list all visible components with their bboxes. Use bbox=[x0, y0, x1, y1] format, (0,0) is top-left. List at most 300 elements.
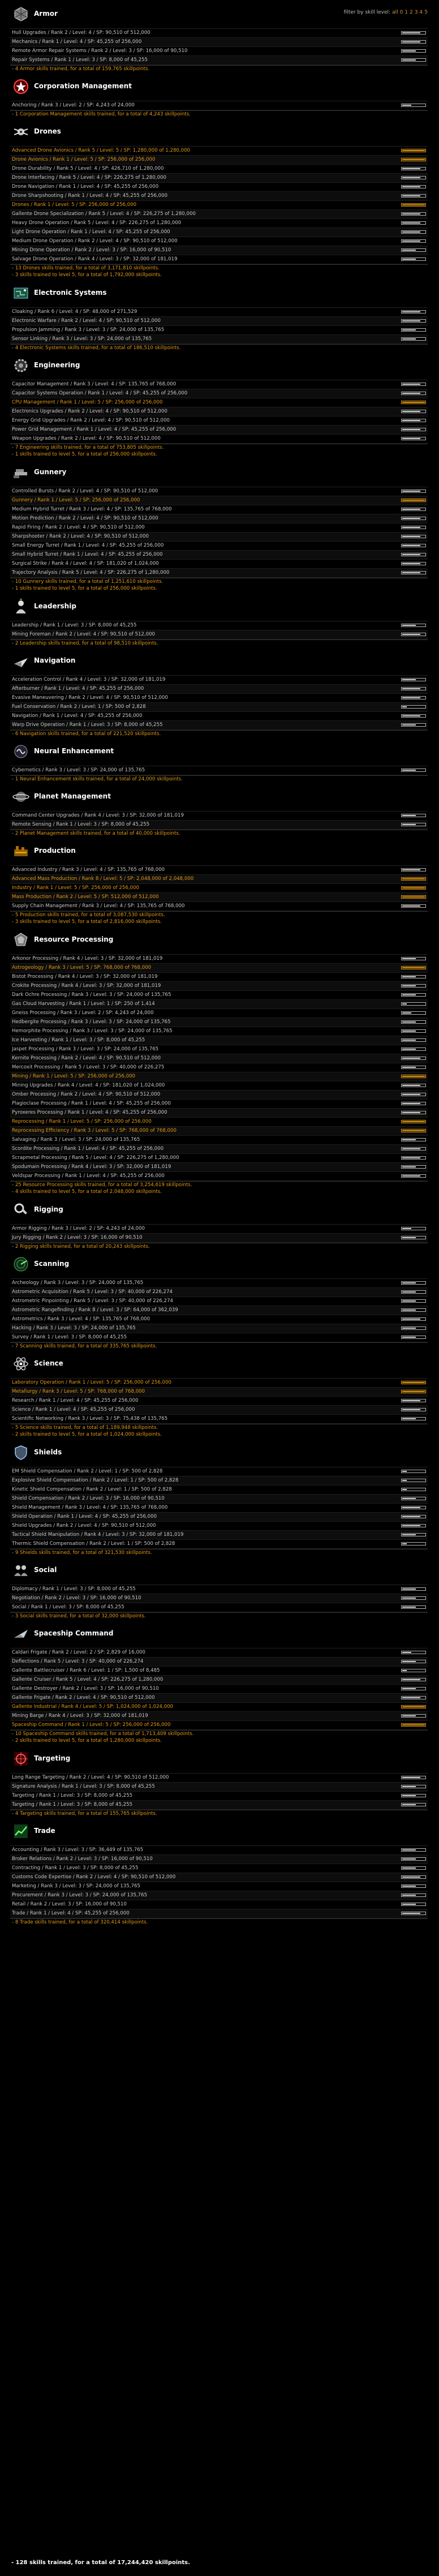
skill-group-resource-processing bbox=[0, 926, 439, 1196]
skill-row[interactable] bbox=[10, 1072, 428, 1081]
skill-row[interactable] bbox=[10, 1036, 428, 1045]
skill-level-fill bbox=[402, 1498, 416, 1499]
skill-row[interactable] bbox=[10, 29, 428, 38]
group-title: Neural Enhancement bbox=[34, 747, 114, 755]
skill-level-fill bbox=[402, 518, 420, 519]
skill-row[interactable] bbox=[10, 317, 428, 326]
skill-level-bar bbox=[401, 1281, 426, 1285]
skill-row[interactable] bbox=[10, 1163, 428, 1172]
skill-text: Power Grid Management / Rank 1 / Level: 4 / SP: 45,255 of 256,000 bbox=[12, 427, 177, 432]
skill-level-fill bbox=[402, 1471, 407, 1472]
skill-row[interactable] bbox=[10, 1306, 428, 1315]
skill-level-fill bbox=[402, 411, 420, 412]
skill-level-fill bbox=[402, 1858, 416, 1860]
skill-text: Spaceship Command / Rank 1 / Level: 5 / SP: 256,000 of 256,000 bbox=[12, 1722, 171, 1728]
skill-level-bar bbox=[401, 1417, 426, 1420]
skill-row[interactable] bbox=[10, 147, 428, 156]
skill-level-fill bbox=[402, 500, 425, 501]
skill-list bbox=[10, 811, 428, 830]
skill-row[interactable] bbox=[10, 389, 428, 398]
group-summary: - 7 Scanning skills trained, for a total of 335,765 skillpoints. bbox=[10, 1342, 428, 1350]
skill-row[interactable] bbox=[10, 1513, 428, 1522]
skill-text: Advanced Industry / Rank 3 / Level: 4 / SP: 135,765 of 768,000 bbox=[12, 867, 165, 873]
skill-row[interactable] bbox=[10, 1018, 428, 1027]
skill-row[interactable] bbox=[10, 1063, 428, 1072]
skill-level-fill bbox=[402, 1795, 416, 1796]
skill-row[interactable] bbox=[10, 38, 428, 47]
skill-row[interactable] bbox=[10, 1694, 428, 1703]
skill-level-bar bbox=[401, 257, 426, 261]
skill-row[interactable] bbox=[10, 1100, 428, 1109]
skill-text: Long Range Targeting / Rank 2 / Level: 4 / SP: 90,510 of 512,000 bbox=[12, 1775, 169, 1780]
skill-text: Caldari Frigate / Rank 2 / Level: 2 / SP: 2,829 of 16,000 bbox=[12, 1650, 145, 1655]
skill-row[interactable] bbox=[10, 712, 428, 721]
skill-text: Controlled Bursts / Rank 2 / Level: 4 / SP: 90,510 of 512,000 bbox=[12, 488, 158, 494]
skill-level-fill bbox=[402, 259, 416, 260]
skill-level-bar bbox=[401, 517, 426, 520]
skill-level-bar bbox=[401, 562, 426, 565]
skill-row[interactable] bbox=[10, 1909, 428, 1918]
skill-text: Scientific Networking / Rank 3 / Level: 3 / SP: 75,438 of 135,765 bbox=[12, 1416, 168, 1422]
group-summary: - 10 Spaceship Command skills trained, for a total of 1,713,409 skillpoints. bbox=[10, 1730, 428, 1737]
skill-level-fill bbox=[402, 1886, 416, 1887]
skill-level-fill bbox=[402, 1003, 407, 1004]
skill-level-fill bbox=[402, 706, 407, 707]
skill-row[interactable] bbox=[10, 308, 428, 317]
skill-level-fill bbox=[402, 688, 420, 689]
skill-level-bar bbox=[401, 419, 426, 422]
skill-level-fill bbox=[402, 320, 420, 321]
skill-group-corporation-management bbox=[0, 72, 439, 118]
skill-text: Mercoxit Processing / Rank 5 / Level: 3 / SP: 40,000 of 226,275 bbox=[12, 1064, 165, 1070]
skill-group-gunnery bbox=[0, 458, 439, 593]
skill-level-fill bbox=[402, 554, 420, 555]
skill-row[interactable] bbox=[10, 1315, 428, 1324]
skill-row[interactable] bbox=[10, 1783, 428, 1792]
skill-row[interactable] bbox=[10, 1476, 428, 1486]
skill-row[interactable] bbox=[10, 407, 428, 417]
skill-row[interactable] bbox=[10, 1467, 428, 1476]
skill-text: Mining Drone Operation / Rank 2 / Level: 3 / SP: 16,000 of 90,510 bbox=[12, 247, 171, 253]
skill-level-fill bbox=[402, 186, 420, 187]
skill-row[interactable] bbox=[10, 1172, 428, 1181]
skill-level-fill bbox=[402, 231, 420, 233]
skill-level-fill bbox=[402, 896, 425, 898]
skill-level-bar bbox=[401, 328, 426, 332]
skill-row[interactable] bbox=[10, 1712, 428, 1721]
skill-level-fill bbox=[402, 222, 420, 224]
skill-row[interactable] bbox=[10, 174, 428, 183]
skill-text: Hacking / Rank 3 / Level: 3 / SP: 24,000 of 135,765 bbox=[12, 1325, 136, 1331]
skill-row[interactable] bbox=[10, 165, 428, 174]
skill-row[interactable] bbox=[10, 335, 428, 344]
group-header bbox=[0, 1556, 439, 1585]
skill-row[interactable] bbox=[10, 694, 428, 703]
skill-text: Astrometrics / Rank 3 / Level: 4 / SP: 135,765 of 768,000 bbox=[12, 1316, 150, 1322]
filter-level-link[interactable]: 1 bbox=[404, 10, 408, 15]
skill-level-bar bbox=[401, 1875, 426, 1879]
skill-row[interactable] bbox=[10, 1136, 428, 1145]
skill-level-fill bbox=[402, 824, 416, 825]
skill-level-bar bbox=[401, 212, 426, 216]
skill-row[interactable] bbox=[10, 435, 428, 444]
skill-level-bar bbox=[401, 535, 426, 538]
skill-row[interactable] bbox=[10, 893, 428, 902]
skill-row[interactable] bbox=[10, 1288, 428, 1297]
skill-level-bar bbox=[401, 230, 426, 234]
skill-row[interactable] bbox=[10, 991, 428, 1000]
group-header bbox=[0, 837, 439, 865]
skill-level-bar bbox=[401, 176, 426, 179]
skill-level-bar bbox=[401, 490, 426, 493]
skill-text: Plagioclase Processing / Rank 1 / Level: 4 / SP: 45,255 of 256,000 bbox=[12, 1101, 171, 1106]
skill-row[interactable] bbox=[10, 955, 428, 964]
skill-row[interactable] bbox=[10, 533, 428, 542]
skill-level-bar bbox=[401, 984, 426, 988]
skill-row[interactable] bbox=[10, 1585, 428, 1594]
skill-row[interactable] bbox=[10, 1379, 428, 1388]
skill-row[interactable] bbox=[10, 1333, 428, 1342]
skill-row[interactable] bbox=[10, 1900, 428, 1909]
skill-level-fill bbox=[402, 1507, 420, 1508]
skill-text: Mechanics / Rank 1 / Level: 4 / SP: 45,255 of 256,000 bbox=[12, 39, 142, 45]
group-title: Drones bbox=[34, 127, 61, 135]
filter-level-link[interactable]: 5 bbox=[424, 10, 428, 15]
skill-row[interactable] bbox=[10, 1324, 428, 1333]
skill-row[interactable] bbox=[10, 1846, 428, 1855]
skill-text: Spodumain Processing / Rank 4 / Level: 3 / SP: 32,000 of 181,019 bbox=[12, 1164, 171, 1170]
skill-text: Explosive Shield Compensation / Rank 2 / Level: 1 / SP: 500 of 2,828 bbox=[12, 1478, 179, 1483]
skill-level-bar bbox=[401, 886, 426, 890]
skill-row[interactable] bbox=[10, 246, 428, 255]
gunnery-icon bbox=[12, 464, 29, 481]
skill-text: Shield Upgrades / Rank 2 / Level: 4 / SP: 90,510 of 512,000 bbox=[12, 1523, 156, 1529]
skill-text: Customs Code Expertise / Rank 2 / Level: 4 / SP: 90,510 of 512,000 bbox=[12, 1874, 176, 1880]
group-summary: - 1 Corporation Management skills trained, for a total of 4,243 skillpoints. bbox=[10, 110, 428, 118]
skill-text: Ice Harvesting / Rank 1 / Level: 3 / SP: 8,000 of 45,255 bbox=[12, 1037, 145, 1043]
skill-row[interactable] bbox=[10, 685, 428, 694]
skill-level-bar bbox=[401, 1605, 426, 1609]
skill-row[interactable] bbox=[10, 1774, 428, 1783]
skill-row[interactable] bbox=[10, 1045, 428, 1054]
skill-level-fill bbox=[402, 32, 420, 33]
skill-level-fill bbox=[402, 724, 416, 725]
skill-text: Evasive Maneuvering / Rank 2 / Level: 4 / SP: 90,510 of 512,000 bbox=[12, 695, 168, 701]
skill-text: Supply Chain Management / Rank 3 / Level: 4 / SP: 135,765 of 768,000 bbox=[12, 903, 185, 909]
skill-list bbox=[10, 101, 428, 110]
skill-text: Accounting / Rank 3 / Level: 3 / SP: 36,449 of 135,765 bbox=[12, 1847, 144, 1853]
skill-row[interactable] bbox=[10, 1145, 428, 1154]
skill-row[interactable] bbox=[10, 1415, 428, 1424]
skill-row[interactable] bbox=[10, 1486, 428, 1495]
skill-level-bar bbox=[401, 203, 426, 207]
skill-text: Gallente Destroyer / Rank 2 / Level: 3 / SP: 16,000 of 90,510 bbox=[12, 1686, 159, 1691]
skill-row[interactable] bbox=[10, 569, 428, 578]
skill-level-bar bbox=[401, 1506, 426, 1509]
skill-row[interactable] bbox=[10, 156, 428, 165]
group-summary: - 3 Social skills trained, for a total of 32,000 skillpoints. bbox=[10, 1612, 428, 1620]
group-title: Armor bbox=[34, 10, 58, 18]
skill-text: Astrogeology / Rank 3 / Level: 5 / SP: 768,000 of 768,000 bbox=[12, 965, 152, 971]
skill-text: Sharpshooter / Rank 2 / Level: 4 / SP: 90,510 of 512,000 bbox=[12, 534, 149, 539]
skill-level-fill bbox=[402, 1085, 420, 1086]
skill-level-fill bbox=[402, 1786, 416, 1787]
skill-row[interactable] bbox=[10, 703, 428, 712]
skill-row[interactable] bbox=[10, 1397, 428, 1406]
group-title: Resource Processing bbox=[34, 935, 114, 943]
group-title: Shields bbox=[34, 1448, 62, 1456]
skill-level-fill bbox=[402, 338, 416, 340]
skill-group-electronic-systems bbox=[0, 279, 439, 351]
filter-level-link[interactable]: 0 bbox=[399, 10, 403, 15]
skill-level-bar bbox=[401, 508, 426, 511]
skill-level-fill bbox=[402, 1652, 411, 1653]
skill-row[interactable] bbox=[10, 201, 428, 210]
skill-row[interactable] bbox=[10, 426, 428, 435]
skill-level-bar bbox=[401, 1336, 426, 1339]
skill-row[interactable] bbox=[10, 210, 428, 219]
skill-row[interactable] bbox=[10, 1685, 428, 1694]
skill-level-fill bbox=[402, 625, 416, 626]
skill-row[interactable] bbox=[10, 1648, 428, 1658]
skill-text: Signature Analysis / Rank 1 / Level: 3 / SP: 8,000 of 45,255 bbox=[12, 1784, 155, 1789]
skill-text: Shield Operation / Rank 1 / Level: 4 / SP: 45,255 of 256,000 bbox=[12, 1514, 157, 1519]
skill-text: Scrapmetal Processing / Rank 5 / Level: 4 / SP: 226,275 of 1,280,000 bbox=[12, 1155, 179, 1161]
skill-text: Jury Rigging / Rank 2 / Level: 3 / SP: 16,000 of 90,510 bbox=[12, 1235, 143, 1240]
skill-row[interactable] bbox=[10, 1279, 428, 1288]
skill-row[interactable] bbox=[10, 219, 428, 228]
skill-level-fill bbox=[402, 878, 425, 879]
filter-level-link[interactable]: 3 bbox=[414, 10, 418, 15]
skill-text: Drone Interfacing / Rank 5 / Level: 4 / SP: 226,275 of 1,280,000 bbox=[12, 175, 166, 181]
skill-row[interactable] bbox=[10, 1864, 428, 1873]
skill-level-fill bbox=[402, 1130, 425, 1131]
skill-level-fill bbox=[402, 1310, 416, 1311]
skill-row[interactable] bbox=[10, 380, 428, 389]
skill-text: Advanced Mass Production / Rank 8 / Level: 5 / SP: 2,048,000 of 2,048,000 bbox=[12, 876, 194, 882]
skill-level-fill bbox=[402, 41, 420, 42]
skill-row[interactable] bbox=[10, 964, 428, 973]
skill-row[interactable] bbox=[10, 326, 428, 335]
skill-text: Remote Armor Repair Systems / Rank 2 / Level: 3 / SP: 16,000 of 90,510 bbox=[12, 48, 188, 54]
filter-label: filter by skill level: bbox=[343, 10, 391, 15]
skill-row[interactable] bbox=[10, 676, 428, 685]
skill-row[interactable] bbox=[10, 902, 428, 911]
skill-row[interactable] bbox=[10, 1090, 428, 1100]
skill-row[interactable] bbox=[10, 973, 428, 982]
skill-level-fill bbox=[402, 250, 416, 251]
skill-text: Gas Cloud Harvesting / Rank 1 / Level: 1 / SP: 250 of 1,414 bbox=[12, 1001, 155, 1007]
skill-row[interactable] bbox=[10, 237, 428, 246]
skill-row[interactable] bbox=[10, 1603, 428, 1612]
skill-row[interactable] bbox=[10, 417, 428, 426]
skill-level-fill bbox=[402, 195, 420, 196]
skill-level-bar bbox=[401, 714, 426, 718]
skill-row[interactable] bbox=[10, 1297, 428, 1306]
group-summary: - 5 Production skills trained, for a total of 3,087,530 skillpoints. bbox=[10, 911, 428, 918]
skill-row[interactable] bbox=[10, 398, 428, 407]
group-header bbox=[0, 1196, 439, 1224]
skill-level-bar bbox=[401, 1479, 426, 1482]
skill-row[interactable] bbox=[10, 56, 428, 65]
skill-row[interactable] bbox=[10, 1891, 428, 1900]
skill-row[interactable] bbox=[10, 228, 428, 237]
skill-row[interactable] bbox=[10, 1027, 428, 1036]
skill-level-bar bbox=[401, 705, 426, 709]
skill-level-fill bbox=[402, 168, 420, 169]
skill-row[interactable] bbox=[10, 496, 428, 505]
skill-text: Heavy Drone Operation / Rank 5 / Level: 4 / SP: 226,275 of 1,280,000 bbox=[12, 220, 182, 226]
skill-row[interactable] bbox=[10, 183, 428, 192]
skill-row[interactable] bbox=[10, 1118, 428, 1127]
skill-group-science bbox=[0, 1350, 439, 1439]
skill-level-fill bbox=[402, 1543, 407, 1544]
skill-level-bar bbox=[401, 1029, 426, 1033]
skill-row[interactable] bbox=[10, 721, 428, 730]
skill-row[interactable] bbox=[10, 542, 428, 551]
skill-row[interactable] bbox=[10, 766, 428, 775]
drone-icon bbox=[12, 123, 29, 140]
skill-row[interactable] bbox=[10, 1855, 428, 1864]
skill-row[interactable] bbox=[10, 1522, 428, 1531]
skill-row[interactable] bbox=[10, 192, 428, 201]
skill-row[interactable] bbox=[10, 514, 428, 523]
skill-level-bar bbox=[401, 49, 426, 53]
skill-level-bar bbox=[401, 437, 426, 440]
skill-row[interactable] bbox=[10, 1495, 428, 1504]
skill-row[interactable] bbox=[10, 982, 428, 991]
skill-level-fill bbox=[402, 213, 420, 214]
skill-row[interactable] bbox=[10, 1658, 428, 1667]
skill-level-bar bbox=[401, 544, 426, 547]
skill-text: Gneiss Processing / Rank 3 / Level: 2 / SP: 4,243 of 24,000 bbox=[12, 1010, 154, 1016]
skill-row[interactable] bbox=[10, 1721, 428, 1730]
skill-text: Thermic Shield Compensation / Rank 2 / Level: 1 / SP: 500 of 2,828 bbox=[12, 1541, 175, 1547]
skill-row[interactable] bbox=[10, 1406, 428, 1415]
group-header bbox=[0, 0, 439, 28]
skill-row[interactable] bbox=[10, 866, 428, 875]
skill-text: Industry / Rank 1 / Level: 5 / SP: 256,000 of 256,000 bbox=[12, 885, 139, 891]
skill-row[interactable] bbox=[10, 1081, 428, 1090]
skill-level-bar bbox=[401, 1794, 426, 1797]
skill-level-fill bbox=[402, 1877, 420, 1878]
skill-group-drones bbox=[0, 118, 439, 279]
skill-row[interactable] bbox=[10, 621, 428, 630]
skill-level-bar bbox=[401, 1857, 426, 1861]
skill-row[interactable] bbox=[10, 1504, 428, 1513]
skill-row[interactable] bbox=[10, 255, 428, 264]
skill-text: Reprocessing / Rank 1 / Level: 5 / SP: 256,000 of 256,000 bbox=[12, 1119, 152, 1124]
filter-level-link[interactable]: 4 bbox=[419, 10, 423, 15]
group-summary: - 2 Leadership skills trained, for a total of 98,510 skillpoints. bbox=[10, 639, 428, 647]
skill-row[interactable] bbox=[10, 1054, 428, 1063]
skill-row[interactable] bbox=[10, 551, 428, 560]
skill-group-social bbox=[0, 1556, 439, 1620]
skill-row[interactable] bbox=[10, 1594, 428, 1603]
skill-row[interactable] bbox=[10, 630, 428, 639]
production-icon bbox=[12, 843, 29, 860]
skill-text: Gallente Battlecruiser / Rank 6 / Level: 1 / SP: 1,500 of 8,485 bbox=[12, 1668, 160, 1673]
skill-text: Diplomacy / Rank 1 / Level: 3 / SP: 8,000 of 45,255 bbox=[12, 1586, 136, 1592]
skill-level-fill bbox=[402, 384, 420, 385]
skill-list bbox=[10, 1278, 428, 1342]
skill-row[interactable] bbox=[10, 1388, 428, 1397]
skill-text: Pyroxeres Processing / Rank 1 / Level: 4 / SP: 45,255 of 256,000 bbox=[12, 1110, 167, 1115]
skill-row[interactable] bbox=[10, 1703, 428, 1712]
skill-row[interactable] bbox=[10, 884, 428, 893]
skill-row[interactable] bbox=[10, 101, 428, 110]
trade-icon bbox=[12, 1823, 29, 1840]
skill-level-bar bbox=[401, 149, 426, 152]
skill-row[interactable] bbox=[10, 1109, 428, 1118]
skill-level-bar bbox=[401, 571, 426, 574]
skill-text: CPU Management / Rank 1 / Level: 5 / SP: 256,000 of 256,000 bbox=[12, 400, 163, 405]
skill-row[interactable] bbox=[10, 821, 428, 830]
skill-row[interactable] bbox=[10, 1009, 428, 1018]
group-header bbox=[0, 1350, 439, 1378]
skill-level-fill bbox=[402, 1076, 425, 1077]
skill-text: Archeology / Rank 3 / Level: 3 / SP: 24,000 of 135,765 bbox=[12, 1280, 144, 1286]
spaceship-icon bbox=[12, 1625, 29, 1642]
group-summary: - 8 Trade skills trained, for a total of 320,414 skillpoints. bbox=[10, 1918, 428, 1926]
skill-row[interactable] bbox=[10, 1882, 428, 1891]
skill-group-spaceship-command bbox=[0, 1620, 439, 1745]
filter-level-link[interactable]: 2 bbox=[410, 10, 413, 15]
skill-level-bar bbox=[401, 1138, 426, 1141]
skill-row[interactable] bbox=[10, 1667, 428, 1676]
skill-row[interactable] bbox=[10, 1873, 428, 1882]
skill-row[interactable] bbox=[10, 1234, 428, 1243]
skill-row[interactable] bbox=[10, 505, 428, 514]
skill-level-bar bbox=[401, 1399, 426, 1402]
skill-row[interactable] bbox=[10, 875, 428, 884]
skill-row[interactable] bbox=[10, 560, 428, 569]
group-header bbox=[0, 1620, 439, 1648]
skill-level-fill bbox=[402, 1012, 411, 1014]
skill-row[interactable] bbox=[10, 47, 428, 56]
skill-row[interactable] bbox=[10, 1154, 428, 1163]
skill-row[interactable] bbox=[10, 1000, 428, 1009]
skill-level-bar bbox=[401, 1803, 426, 1806]
skill-list bbox=[10, 146, 428, 264]
skill-level-bar bbox=[401, 31, 426, 35]
skill-text: Capacitor Management / Rank 3 / Level: 4 / SP: 135,765 of 768,000 bbox=[12, 381, 177, 387]
skill-level-fill bbox=[402, 420, 420, 421]
skill-text: Warp Drive Operation / Rank 1 / Level: 3 / SP: 8,000 of 45,255 bbox=[12, 722, 163, 728]
group-title: Electronic Systems bbox=[34, 289, 107, 297]
skill-row[interactable] bbox=[10, 1531, 428, 1540]
skill-row[interactable] bbox=[10, 1792, 428, 1801]
group-title: Trade bbox=[34, 1827, 55, 1835]
skill-text: Light Drone Operation / Rank 1 / Level: 4 / SP: 45,255 of 256,000 bbox=[12, 229, 170, 235]
skill-level-fill bbox=[402, 177, 420, 178]
skill-level-fill bbox=[402, 1724, 425, 1725]
skill-level-bar bbox=[401, 1660, 426, 1663]
skill-row[interactable] bbox=[10, 1676, 428, 1685]
skill-row[interactable] bbox=[10, 812, 428, 821]
skill-row[interactable] bbox=[10, 1801, 428, 1810]
skill-level-fill bbox=[402, 976, 416, 977]
filter-level-link[interactable]: all bbox=[392, 10, 398, 15]
skill-row[interactable] bbox=[10, 487, 428, 496]
skill-row[interactable] bbox=[10, 1540, 428, 1549]
skill-row[interactable] bbox=[10, 1225, 428, 1234]
skill-row[interactable] bbox=[10, 523, 428, 533]
skill-row[interactable] bbox=[10, 1127, 428, 1136]
shields-icon bbox=[12, 1444, 29, 1461]
skill-level-fill bbox=[402, 1021, 416, 1023]
skill-list bbox=[10, 380, 428, 444]
